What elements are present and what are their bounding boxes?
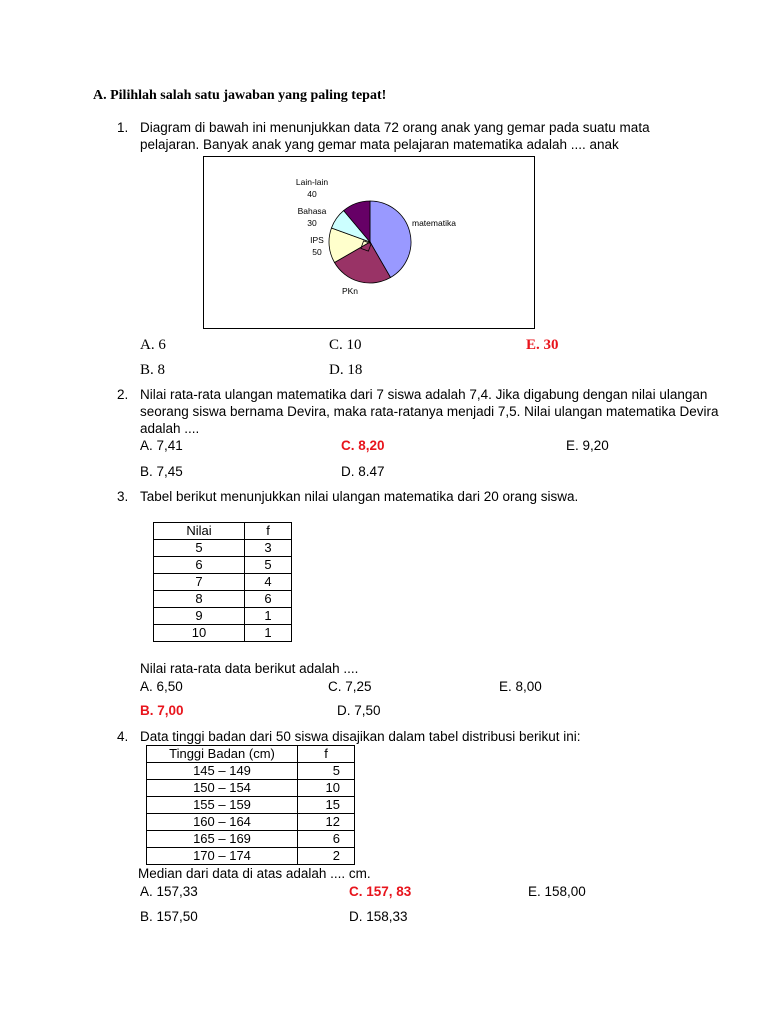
option-d[interactable]: D. 7,50 bbox=[337, 703, 381, 718]
table-cell: 1 bbox=[245, 625, 292, 642]
pie-label-matematika: matematika bbox=[412, 218, 456, 228]
height-distribution-table bbox=[146, 745, 355, 865]
table-cell: 7 bbox=[154, 574, 245, 591]
table-cell: 170 – 174 bbox=[147, 848, 298, 865]
table-row bbox=[147, 763, 355, 780]
table-row bbox=[147, 780, 355, 797]
table-cell: 150 – 154 bbox=[147, 780, 298, 797]
question-number: 4. bbox=[117, 729, 129, 744]
option-c-correct[interactable]: C. 8,20 bbox=[341, 438, 385, 453]
option-c[interactable]: C. 10 bbox=[329, 337, 362, 353]
pie-label-pkn: PKn bbox=[341, 286, 359, 296]
option-e[interactable]: E. 158,00 bbox=[528, 884, 586, 899]
pie-label-ips: IPS bbox=[310, 235, 324, 245]
pie-label-lain-lain: Lain-lain bbox=[295, 177, 329, 187]
table-cell: 4 bbox=[245, 574, 292, 591]
table-row bbox=[154, 591, 292, 608]
table-cell: 165 – 169 bbox=[147, 831, 298, 848]
option-c-correct[interactable]: C. 157, 83 bbox=[349, 884, 412, 899]
table-cell: 8 bbox=[154, 591, 245, 608]
table-cell: 12 bbox=[298, 814, 355, 831]
table-cell: 3 bbox=[245, 540, 292, 557]
table-cell: 15 bbox=[298, 797, 355, 814]
table-row bbox=[154, 608, 292, 625]
table-cell: 2 bbox=[298, 848, 355, 865]
pie-value-ips: 50 bbox=[312, 247, 322, 257]
table-row bbox=[147, 797, 355, 814]
table-cell: 160 – 164 bbox=[147, 814, 298, 831]
table-cell: 6 bbox=[298, 831, 355, 848]
table-header-f: f bbox=[245, 523, 292, 540]
table-header-f: f bbox=[298, 746, 355, 763]
option-e[interactable]: E. 8,00 bbox=[499, 679, 542, 694]
question-text-line: pelajaran. Banyak anak yang gemar mata pelajaran matematika adalah .... anak bbox=[140, 137, 619, 152]
option-a[interactable]: A. 7,41 bbox=[140, 438, 183, 453]
table-cell: 6 bbox=[154, 557, 245, 574]
option-b[interactable]: B. 157,50 bbox=[140, 909, 198, 924]
table-cell: 10 bbox=[298, 780, 355, 797]
followup-text: Median dari data di atas adalah .... cm. bbox=[138, 866, 371, 881]
option-b[interactable]: B. 8 bbox=[140, 362, 166, 378]
question-number: 3. bbox=[117, 489, 129, 504]
grades-table bbox=[153, 522, 292, 642]
table-row bbox=[154, 574, 292, 591]
table-cell: 5 bbox=[245, 557, 292, 574]
question-text-line: Nilai rata-rata ulangan matematika dari 7 siswa adalah 7,4. Jika digabung dengan nilai ulangan bbox=[140, 387, 708, 402]
option-b-correct[interactable]: B. 7,00 bbox=[140, 703, 184, 718]
option-d[interactable]: D. 18 bbox=[329, 362, 363, 378]
table-row bbox=[147, 848, 355, 865]
table-cell: 145 – 149 bbox=[147, 763, 298, 780]
question-text-line: Tabel berikut menunjukkan nilai ulangan matematika dari 20 orang siswa. bbox=[140, 489, 579, 504]
table-header-row bbox=[154, 523, 292, 540]
followup-text: Nilai rata-rata data berikut adalah .... bbox=[140, 661, 359, 676]
question-number: 1. bbox=[117, 120, 129, 135]
option-e-correct[interactable]: E. 30 bbox=[526, 337, 559, 353]
table-row bbox=[147, 814, 355, 831]
option-a[interactable]: A. 6 bbox=[140, 337, 166, 353]
option-b[interactable]: B. 7,45 bbox=[140, 464, 183, 479]
pie-value-lain-lain: 40 bbox=[307, 189, 317, 199]
question-text-line: seorang siswa bernama Devira, maka rata-ratanya menjadi 7,5. Nilai ulangan matematika Devira bbox=[140, 404, 719, 419]
pie-chart-frame bbox=[203, 156, 535, 329]
question-text-line: Diagram di bawah ini menunjukkan data 72 orang anak yang gemar pada suatu mata bbox=[140, 120, 650, 135]
option-a[interactable]: A. 157,33 bbox=[140, 884, 198, 899]
section-heading: A. Pilihlah salah satu jawaban yang paling tepat! bbox=[93, 88, 387, 103]
table-cell: 1 bbox=[245, 608, 292, 625]
table-cell: 5 bbox=[154, 540, 245, 557]
table-cell: 5 bbox=[298, 763, 355, 780]
pie-label-bahasa: Bahasa bbox=[297, 206, 327, 216]
table-header-row bbox=[147, 746, 355, 763]
question-text-line: Data tinggi badan dari 50 siswa disajikan dalam tabel distribusi berikut ini: bbox=[140, 729, 581, 744]
option-e[interactable]: E. 9,20 bbox=[566, 438, 609, 453]
table-cell: 155 – 159 bbox=[147, 797, 298, 814]
question-number: 2. bbox=[117, 387, 129, 402]
option-c[interactable]: C. 7,25 bbox=[328, 679, 372, 694]
option-a[interactable]: A. 6,50 bbox=[140, 679, 183, 694]
question-text-line: adalah .... bbox=[140, 421, 200, 436]
table-row bbox=[154, 557, 292, 574]
table-header-nilai: Nilai bbox=[154, 523, 245, 540]
table-row bbox=[154, 625, 292, 642]
pie-value-bahasa: 30 bbox=[307, 218, 317, 228]
table-row bbox=[147, 831, 355, 848]
pie-chart bbox=[204, 157, 536, 330]
table-row bbox=[154, 540, 292, 557]
table-cell: 10 bbox=[154, 625, 245, 642]
table-cell: 9 bbox=[154, 608, 245, 625]
table-header-tinggi: Tinggi Badan (cm) bbox=[147, 746, 298, 763]
table-cell: 6 bbox=[245, 591, 292, 608]
option-d[interactable]: D. 158,33 bbox=[349, 909, 408, 924]
option-d[interactable]: D. 8.47 bbox=[341, 464, 385, 479]
